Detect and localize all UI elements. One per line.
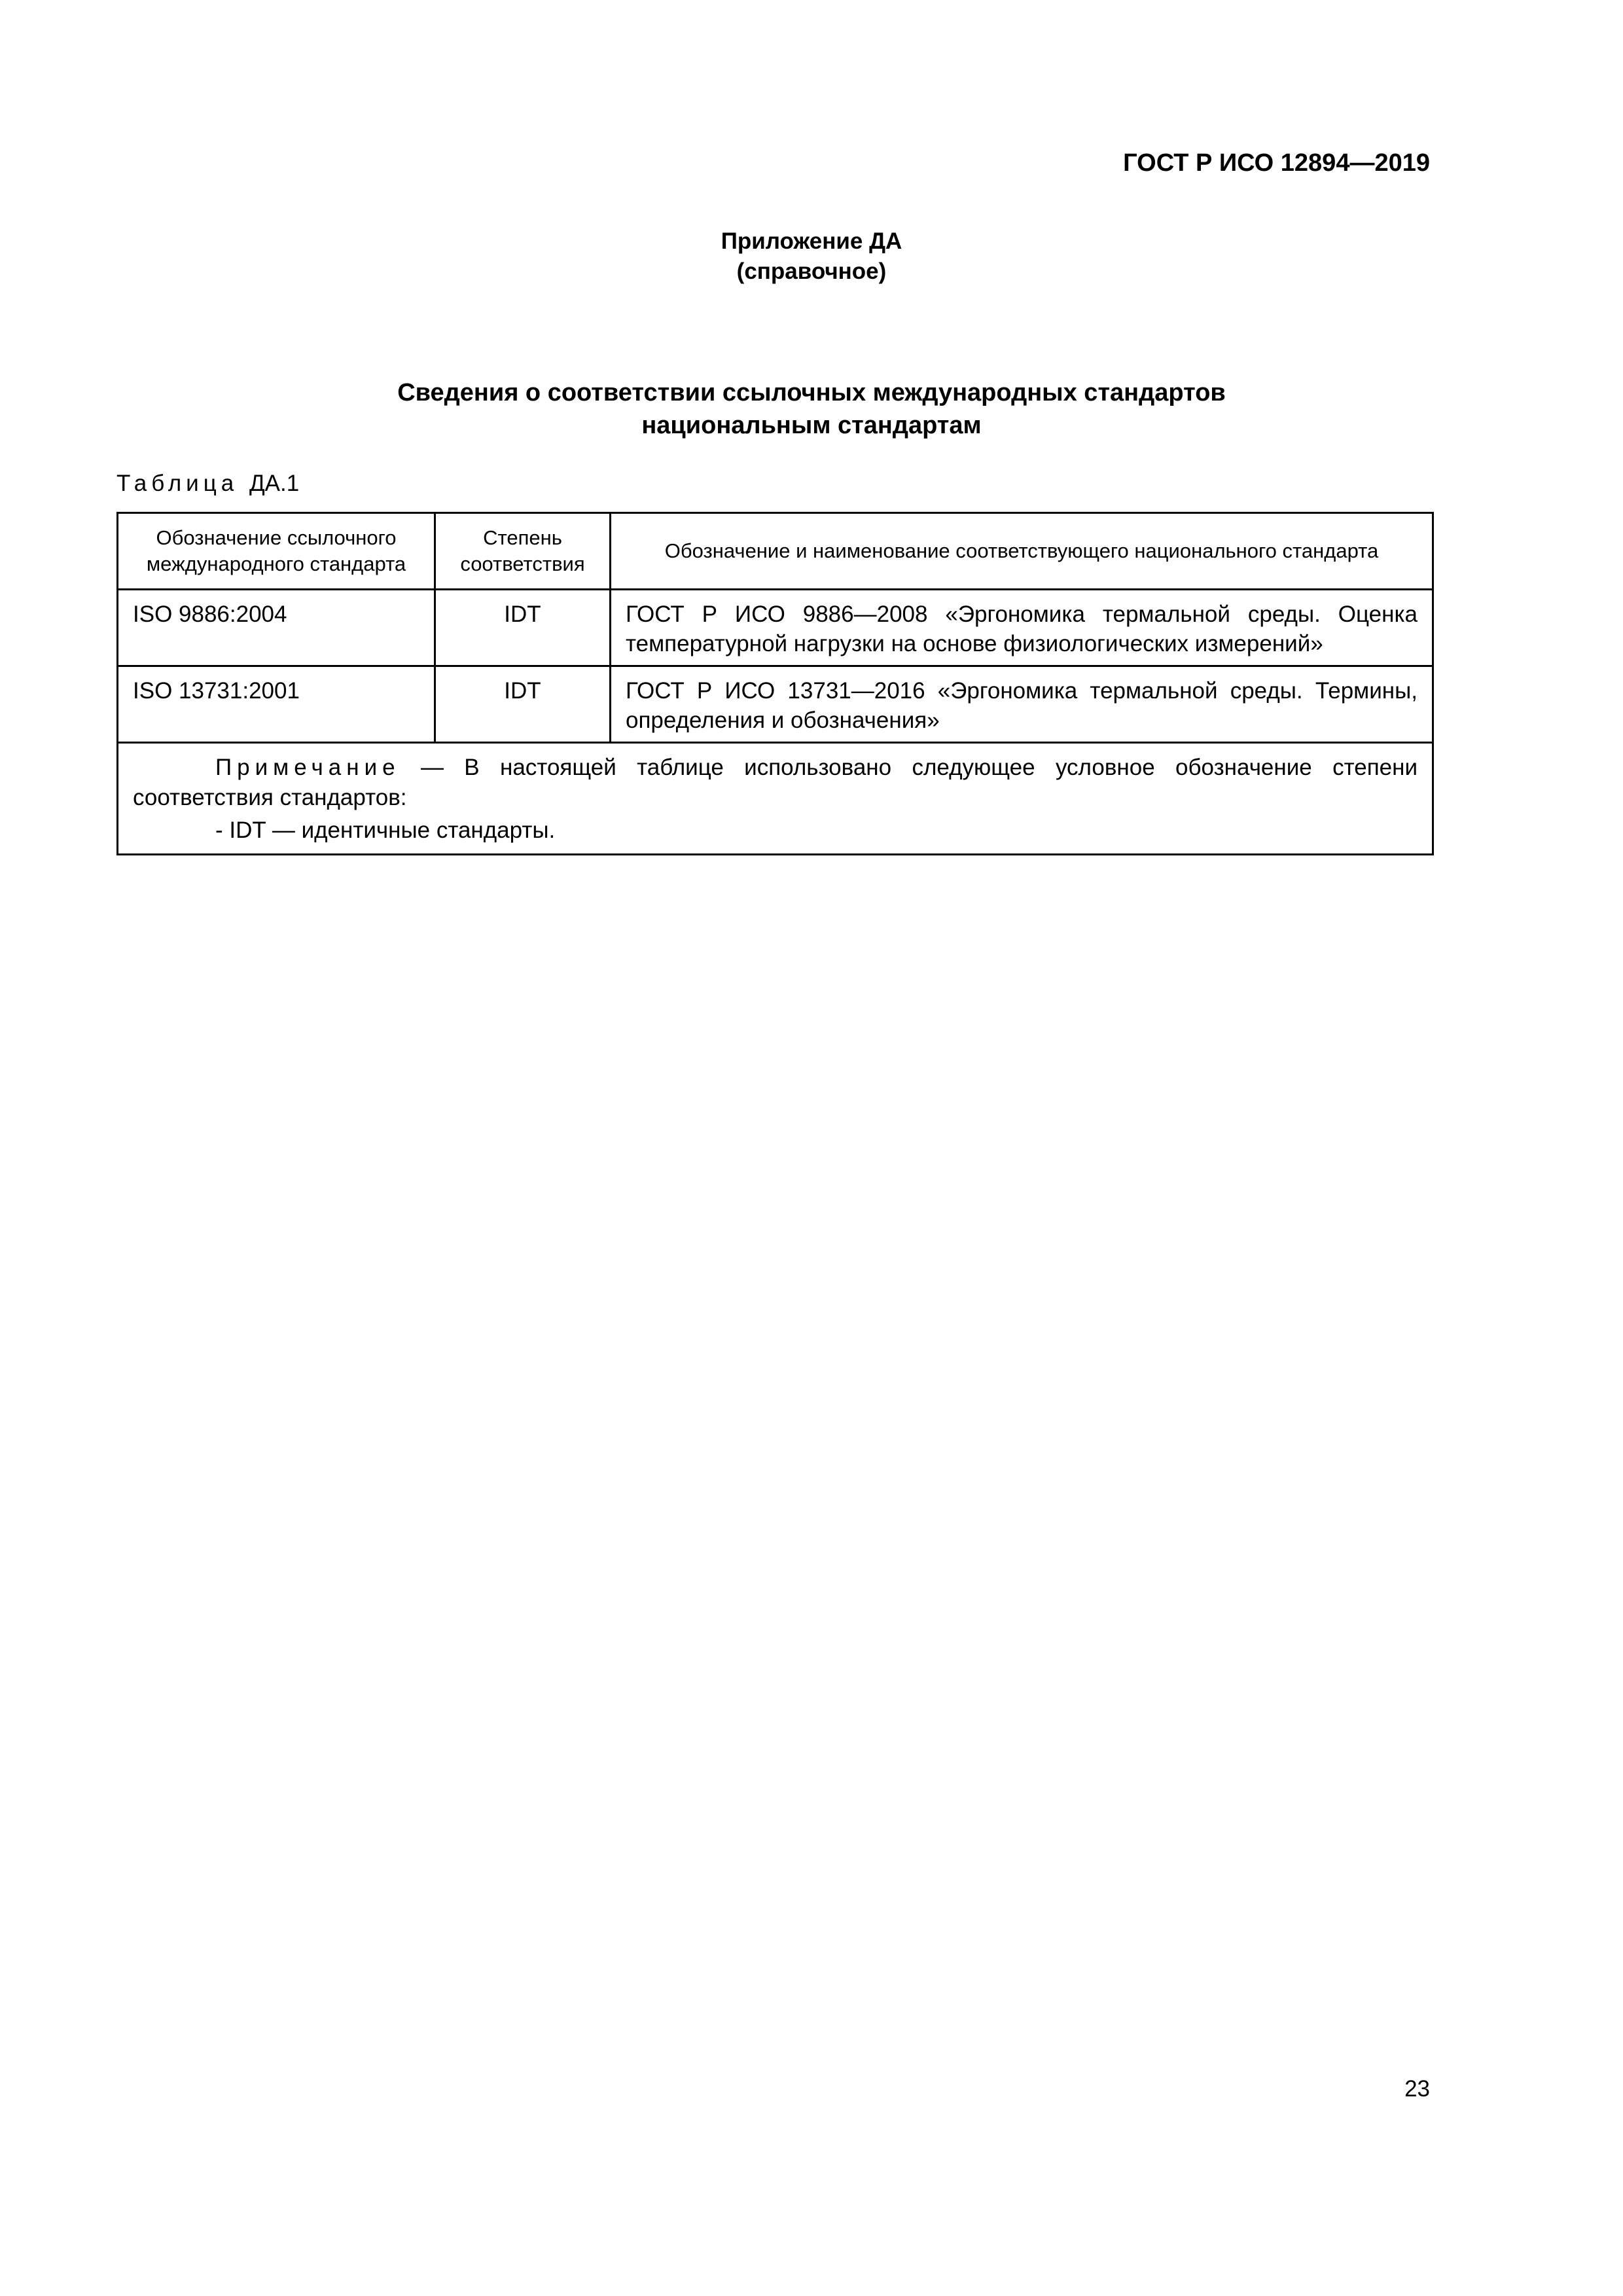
- note-body: — В настоящей таблице использовано следующее условное обозначение степени соответствия стандартов:: [133, 755, 1418, 810]
- annex-heading: [0, 226, 1623, 287]
- table-note: [118, 743, 1433, 855]
- table-caption-number: ДА.1: [249, 471, 300, 496]
- cell-national-standard: ГОСТ Р ИСО 13731—2016 «Эргономика термальной среды. Термины, определения и обозначения»: [611, 666, 1433, 743]
- cell-degree: IDT: [435, 666, 611, 743]
- header-national-standard: Обозначение и наименование соответствующего национального стандарта: [611, 513, 1433, 590]
- cell-degree: IDT: [435, 590, 611, 666]
- note-label: Примечание: [215, 755, 401, 780]
- cell-national-standard: ГОСТ Р ИСО 9886—2008 «Эргономика термальной среды. Оценка температурной нагрузки на основе физиологических измерений»: [611, 590, 1433, 666]
- table-caption: [116, 471, 299, 497]
- header-degree: Степень соответствия: [435, 513, 611, 590]
- section-title: [0, 376, 1623, 442]
- header-international-standard: Обозначение ссылочного международного стандарта: [118, 513, 435, 590]
- table-row: [118, 590, 1433, 666]
- annex-title: Приложение ДА: [721, 228, 902, 254]
- section-title-line-1: Сведения о соответствии ссылочных международных стандартов: [397, 379, 1226, 406]
- correspondence-table: [116, 512, 1434, 855]
- cell-international-standard: ISO 9886:2004: [118, 590, 435, 666]
- note-text: [133, 753, 1418, 813]
- table-header-row: [118, 513, 1433, 590]
- table-row: [118, 666, 1433, 743]
- annex-status: (справочное): [736, 259, 887, 284]
- section-title-line-2: национальным стандартам: [641, 412, 982, 439]
- cell-international-standard: ISO 13731:2001: [118, 666, 435, 743]
- table-note-row: [118, 743, 1433, 855]
- document-code: ГОСТ Р ИСО 12894—2019: [1123, 149, 1430, 177]
- page-number: 23: [1404, 2076, 1430, 2102]
- note-list-item: - IDT — идентичные стандарты.: [215, 817, 556, 843]
- table-caption-label: Таблица: [116, 471, 239, 496]
